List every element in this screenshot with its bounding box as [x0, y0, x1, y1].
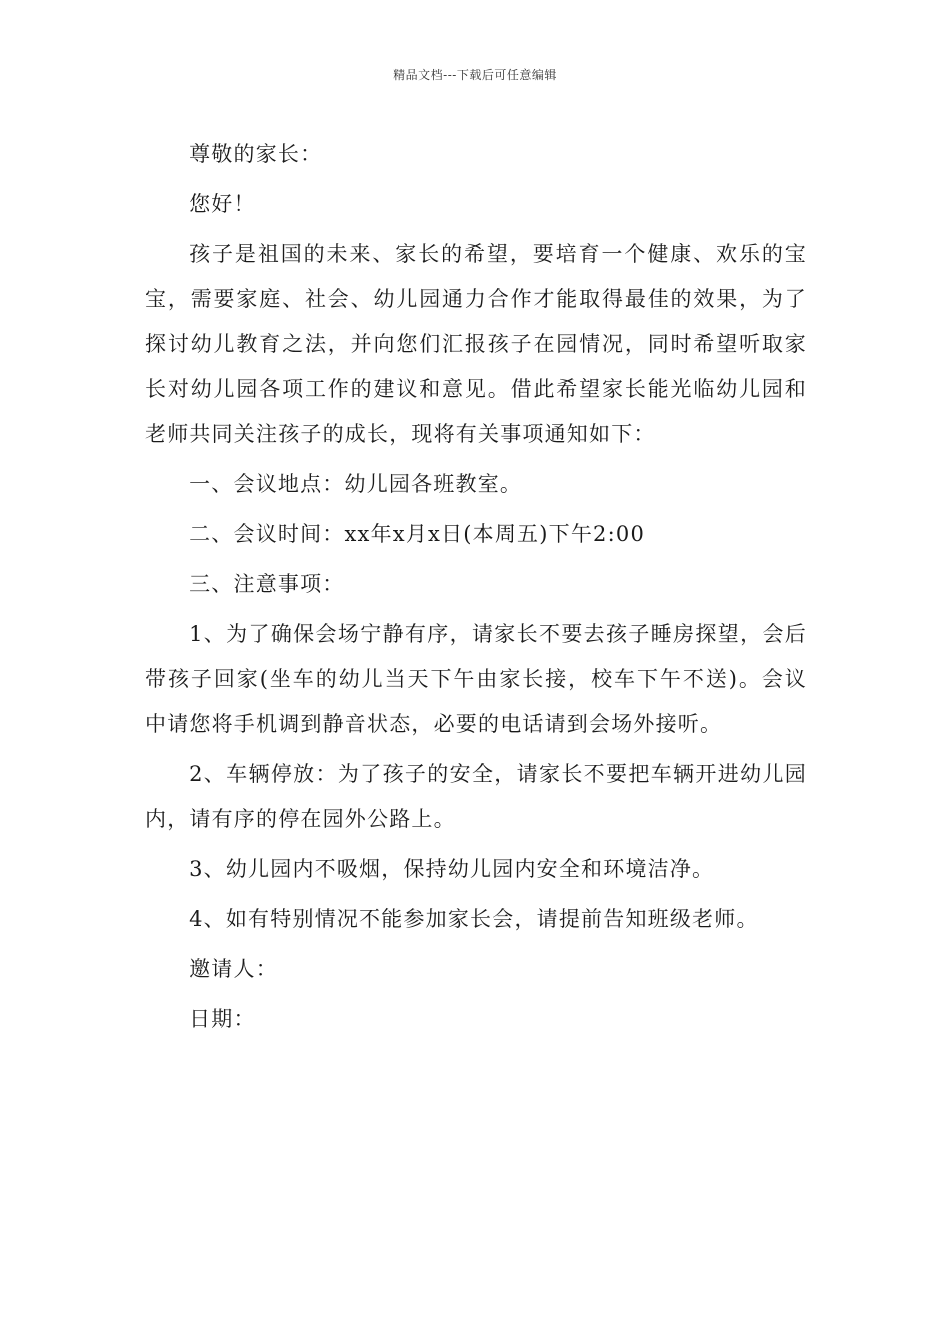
note-item: 4、如有特别情况不能参加家长会，请提前告知班级老师。: [189, 907, 759, 931]
note-item: 2、车辆停放：为了孩子的安全，请家长不要把车辆开进幼儿园内，请有序的停在园外公路上。: [145, 762, 807, 831]
notes-heading: 三、注意事项：: [189, 572, 345, 596]
note-item: 1、为了确保会场宁静有序，请家长不要去孩子睡房探望，会后带孩子回家(坐车的幼儿当天下午由家长接，校车下午不送)。会议中请您将手机调到静音状态，必要的电话请到会场外接听。: [145, 622, 807, 736]
salutation: 尊敬的家长：: [189, 142, 323, 166]
meeting-location: 一、会议地点：幼儿园各班教室。: [189, 472, 523, 496]
meeting-time: 二、会议时间：xx年x月x日(本周五)下午2:00: [189, 522, 646, 546]
letter-body: [145, 132, 807, 1047]
intro-paragraph: 孩子是祖国的未来、家长的希望，要培育一个健康、欢乐的宝宝，需要家庭、社会、幼儿园通力合作才能取得最佳的效果，为了探讨幼儿教育之法，并向您们汇报孩子在园情况，同时希望听取家长对幼儿园各项工作的建议和意见。借此希望家长能光临幼儿园和老师共同关注孩子的成长，现将有关事项通知如下：: [145, 242, 807, 446]
greeting: 您好！: [189, 192, 256, 216]
inviter-line: 邀请人：: [189, 957, 278, 981]
page-header: 精品文档---下载后可任意编辑: [393, 68, 557, 82]
date-line: 日期：: [189, 1007, 256, 1031]
note-item: 3、幼儿园内不吸烟，保持幼儿园内安全和环境洁净。: [189, 857, 715, 881]
